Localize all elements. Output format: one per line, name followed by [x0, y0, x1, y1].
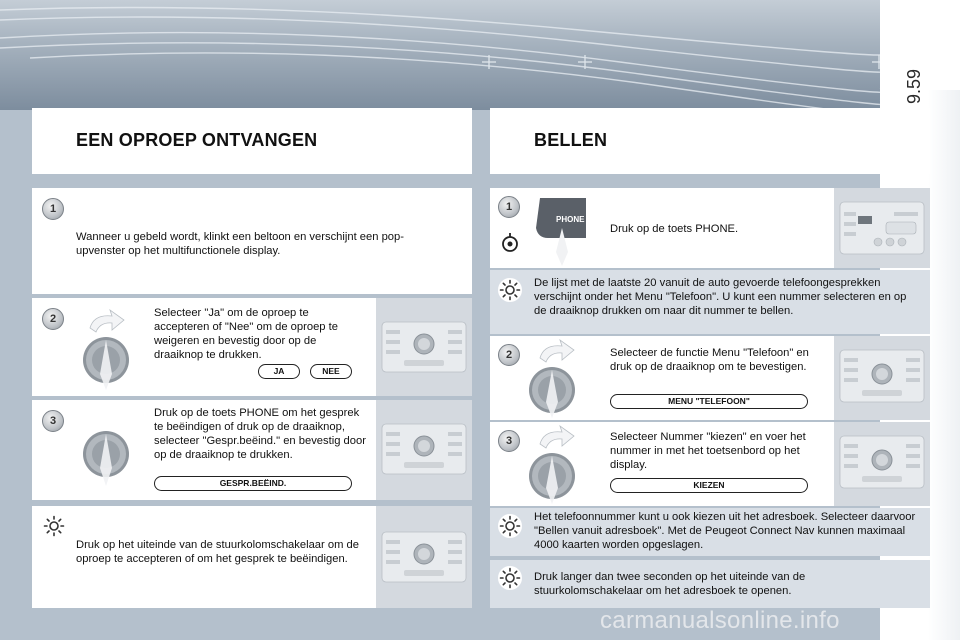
left-step-3-text: Druk op de toets PHONE om het gesprek te beëindigen of druk op de draaiknop, selecteer "Gespr.beëind." en bevestig door op de draaiknop te drukken.	[154, 407, 366, 461]
right-step-3	[490, 422, 930, 506]
right-tip-1-text: De lijst met de laatste 20 vanuit de auto gevoerde telefoongesprekken verschijnt onder het Menu "Telefoon". U kunt een nummer selecteren en op de draaiknop drukken om naar dit nummer te bellen.	[534, 277, 907, 317]
dial-button[interactable]: KIEZEN	[610, 478, 808, 493]
rotary-knob-icon	[72, 304, 142, 390]
page-number: 9.59	[904, 68, 924, 104]
menu-telephone-button[interactable]: MENU "TELEFOON"	[610, 394, 808, 409]
sun-icon	[498, 514, 522, 538]
left-step-1-text: Wanneer u gebeld wordt, klinkt een beltoon en verschijnt een pop-upvenster op het multifunctionele display.	[76, 231, 404, 257]
rotary-knob-icon	[522, 422, 592, 504]
no-button[interactable]: NEE	[310, 364, 352, 379]
left-section-title: EEN OPROEP ONTVANGEN	[76, 130, 318, 150]
step-badge: 3	[42, 410, 64, 432]
radio-unit-icon	[376, 506, 472, 608]
radio-unit-icon	[834, 188, 930, 268]
radio-unit-icon	[834, 336, 930, 420]
yes-button[interactable]: JA	[258, 364, 300, 379]
watermark: carmanualsonline.info	[600, 607, 840, 634]
radio-unit-icon	[376, 400, 472, 500]
step-badge: 1	[42, 198, 64, 220]
step-badge: 2	[42, 308, 64, 330]
left-step-1	[32, 188, 472, 294]
rotary-knob-icon	[72, 410, 142, 496]
right-step-1	[490, 188, 930, 268]
header-banner	[0, 0, 880, 110]
right-tip-3	[490, 560, 930, 608]
sun-icon	[498, 566, 522, 590]
left-step-3	[32, 400, 472, 500]
sun-icon	[42, 514, 66, 538]
phone-key-label: PHONE	[556, 215, 585, 224]
right-step-3-text: Selecteer Nummer "kiezen" en voer het nummer in met het toetsenbord op het display.	[610, 431, 806, 471]
end-call-button[interactable]: GESPR.BEËIND.	[154, 476, 352, 491]
sun-icon	[498, 278, 522, 302]
right-section-title: BELLEN	[534, 130, 608, 150]
step-badge: 1	[498, 196, 520, 218]
radio-unit-icon	[834, 422, 930, 506]
right-step-2-text: Selecteer de functie Menu "Telefoon" en druk op de draaiknop om te bevestigen.	[610, 347, 809, 373]
right-tip-2	[490, 508, 930, 556]
right-tip-2-text: Het telefoonnummer kunt u ook kiezen uit het adresboek. Selecteer daarvoor "Bellen vanuit adresboek". Met de Peugeot Connect Nav kunnen maximaal 4000 kaarten worden opgeslagen.	[534, 511, 916, 551]
phone-key-icon[interactable]	[500, 192, 590, 266]
left-step-2	[32, 298, 472, 396]
right-tip-3-text: Druk langer dan twee seconden op het uiteinde van de stuurkolomschakelaar om het adresboek te openen.	[534, 571, 806, 597]
left-tip-text: Druk op het uiteinde van de stuurkolomschakelaar om de oproep te accepteren of om het gesprek te beëindigen.	[76, 539, 359, 565]
banner-lines-icon	[0, 0, 880, 110]
right-step-2	[490, 336, 930, 420]
radio-unit-icon	[376, 298, 472, 396]
right-tip-1	[490, 270, 930, 334]
rotary-knob-icon	[522, 336, 592, 418]
step-badge: 3	[498, 430, 520, 452]
step-badge: 2	[498, 344, 520, 366]
right-title-card	[490, 108, 930, 174]
left-step-2-text: Selecteer "Ja" om de oproep te accepteren of "Nee" om de oproep te weigeren en bevestig door op de draaiknop te drukken.	[154, 307, 338, 361]
left-title-card	[32, 108, 472, 174]
right-step-1-text: Druk op de toets PHONE.	[610, 223, 739, 235]
left-tip	[32, 506, 472, 608]
